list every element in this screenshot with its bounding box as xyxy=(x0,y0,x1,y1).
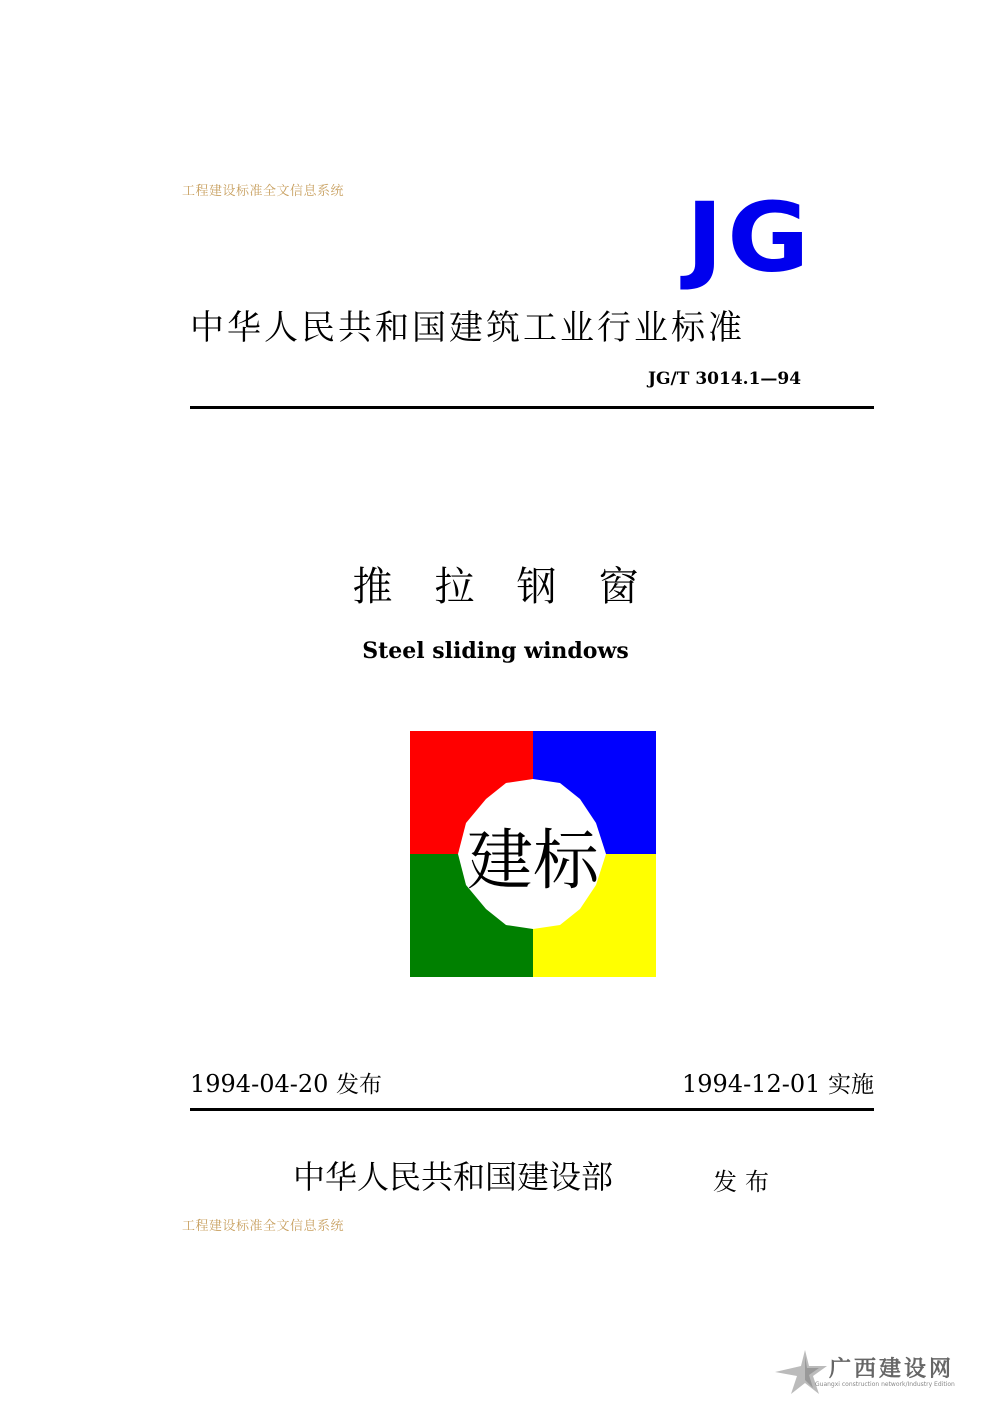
publisher-action-label: 发布 xyxy=(713,1168,777,1196)
top-divider xyxy=(190,406,874,409)
document-title-en: Steel sliding windows xyxy=(362,638,629,664)
watermark-bottom: 工程建设标准全文信息系统 xyxy=(182,1219,345,1234)
star-icon xyxy=(769,1348,829,1396)
effective-date-label: 实施 xyxy=(828,1072,874,1098)
publisher: 中华人民共和国建设部 xyxy=(293,1158,614,1196)
publish-date-value: 1994-04-20 xyxy=(190,1070,329,1098)
standard-code: JG/T 3014.1—94 xyxy=(648,369,802,389)
publish-date xyxy=(190,1066,382,1099)
effective-date xyxy=(682,1066,874,1099)
watermark-top: 工程建设标准全文信息系统 xyxy=(182,184,345,199)
bottom-divider xyxy=(190,1108,874,1111)
jg-logo: JG xyxy=(686,181,814,294)
construction-standard-emblem xyxy=(410,731,656,977)
site-subtitle: Guangxi construction network/Industry Edition xyxy=(815,1381,955,1388)
industry-standard-title: 中华人民共和国建筑工业行业标准 xyxy=(190,308,745,348)
publish-date-label: 发布 xyxy=(336,1072,383,1098)
effective-date-value: 1994-12-01 xyxy=(681,1070,821,1098)
site-logo xyxy=(769,1348,979,1396)
site-name: 广西建设网 xyxy=(829,1356,955,1382)
emblem-text: 建标 xyxy=(467,822,599,899)
document-title-cn: 推拉钢窗 xyxy=(352,564,681,610)
